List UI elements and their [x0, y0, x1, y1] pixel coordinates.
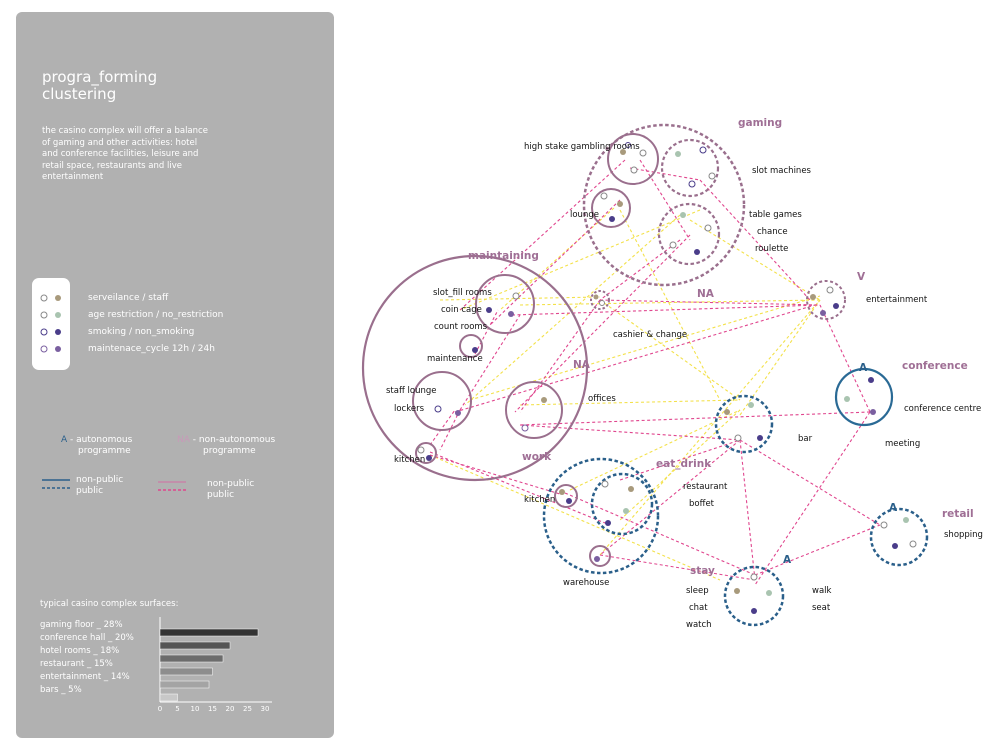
label-restaurant: restaurant [683, 482, 728, 492]
tick-15: 15 [208, 705, 217, 712]
label-a-stay: A [783, 554, 792, 566]
label-bar: bar [798, 434, 813, 444]
node-dot [751, 608, 757, 614]
surface-label-bars: bars _ 5% [40, 685, 82, 695]
node-dot [522, 425, 528, 431]
key-autonomous: A - autonomous programme [61, 435, 133, 456]
surface-label-entertainment: entertainment _ 14% [40, 672, 130, 682]
node-dot [605, 520, 611, 526]
subcluster-restaurant [592, 474, 652, 534]
node-dot [472, 347, 478, 353]
tick-30: 30 [260, 705, 270, 712]
label-na-gaming: NA [697, 288, 714, 300]
surface-label-restaurant: restaurant _ 15% [40, 659, 113, 669]
node-dot [631, 167, 637, 173]
label-table-games: table games [749, 210, 802, 220]
label-staff-lounge: staff lounge [386, 386, 437, 396]
subcluster-table-games [659, 204, 719, 264]
node-dot [418, 447, 424, 453]
yellow-links [430, 208, 820, 580]
node-dot [602, 481, 608, 487]
label-shopping: shopping [944, 530, 983, 540]
tick-0: 0 [157, 705, 163, 712]
label-eat-drink: eat_drink [656, 458, 712, 470]
label-offices: offices [588, 394, 616, 404]
node-dot [628, 486, 634, 492]
label-watch: watch [686, 620, 712, 630]
label-entertainment: entertainment [866, 295, 928, 305]
tick-5: 5 [175, 705, 180, 712]
label-v: V [857, 271, 866, 283]
label-chance: chance [757, 227, 788, 237]
node-dot [541, 397, 547, 403]
node-dot [903, 517, 909, 523]
node-dot [508, 311, 514, 317]
node-dot [670, 242, 676, 248]
label-stay: stay [690, 565, 715, 577]
label-boffet: boffet [689, 499, 715, 509]
label-conference: conference [902, 360, 968, 372]
cluster-retail [871, 509, 927, 565]
label-cashier: cashier & change [613, 330, 688, 340]
label-lounge: lounge [570, 210, 599, 220]
cluster-eat-drink [544, 459, 658, 573]
node-dot [601, 193, 607, 199]
surfaces-title: typical casino complex surfaces: [40, 599, 179, 609]
label-sleep: sleep [686, 586, 709, 596]
node-dot [705, 225, 711, 231]
label-kitchen-maintaining: kitchen [394, 455, 426, 465]
panel-title: progra_forming clustering [42, 68, 158, 103]
node-dot [810, 294, 816, 300]
node-dot [566, 498, 572, 504]
node-dot [640, 150, 646, 156]
cluster-bar [716, 396, 772, 452]
surface-label-hotel: hotel rooms _ 18% [40, 646, 120, 656]
label-chat: chat [689, 603, 708, 613]
label-a-retail: A [889, 502, 898, 514]
label-conference-centre: conference centre [904, 404, 982, 414]
node-dot [827, 287, 833, 293]
key-pink-text: non-public public [207, 479, 255, 500]
node-dot [766, 590, 772, 596]
label-maintaining: maintaining [468, 250, 539, 262]
node-dot [486, 307, 492, 313]
legend-age: age restriction / no_restriction [88, 310, 224, 320]
legend-smoking: smoking / non_smoking [88, 327, 195, 337]
node-dot [594, 556, 600, 562]
subcluster-staff-lounge [413, 372, 471, 430]
node-dot [513, 293, 519, 299]
label-retail: retail [942, 508, 974, 520]
node-dot [892, 543, 898, 549]
tick-10: 10 [190, 705, 200, 712]
tick-25: 25 [243, 705, 252, 712]
subcluster-slot-machines [662, 140, 718, 196]
clusters [363, 125, 927, 625]
label-lockers: lockers [394, 404, 425, 414]
node-dot [735, 435, 741, 441]
node-dot [617, 201, 623, 207]
subcluster-kitchen-eat [555, 485, 577, 507]
label-gaming: gaming [738, 117, 783, 129]
pink-links [430, 160, 880, 585]
node-dot [833, 303, 839, 309]
node-dot [594, 295, 599, 300]
node-dot [435, 406, 441, 412]
node-dot [844, 396, 850, 402]
node-dot [870, 409, 876, 415]
label-roulette: roulette [755, 244, 789, 254]
label-meeting: meeting [885, 439, 921, 449]
label-slot-machines: slot machines [752, 166, 811, 176]
node-dot [600, 301, 605, 306]
key-non-autonomous: NA - non-autonomous programme [177, 435, 276, 456]
label-walk: walk [812, 586, 832, 596]
cluster-work [506, 382, 562, 438]
label-kitchen-eat: kitchen [524, 495, 556, 505]
node-dot [675, 151, 681, 157]
node-dot [426, 455, 432, 461]
label-high-stake: high stake gambling rooms [524, 142, 640, 152]
label-a-conference: A [859, 362, 868, 374]
node-dot [724, 409, 730, 415]
node-dot [694, 249, 700, 255]
node-dot [455, 410, 461, 416]
tick-20: 20 [225, 705, 235, 712]
node-dot [609, 216, 615, 222]
label-seat: seat [812, 603, 831, 613]
node-dot [868, 377, 874, 383]
node-dot [709, 173, 715, 179]
cluster-conference [836, 369, 892, 425]
node-dot [680, 212, 686, 218]
label-na-work: NA [573, 359, 590, 371]
node-dot [689, 181, 695, 187]
key-blue-text: non-public public [76, 475, 124, 496]
node-dot [820, 310, 826, 316]
label-coin-cage: coin cage [441, 305, 482, 315]
label-work: work [522, 451, 552, 463]
surface-label-conference: conference hall _ 20% [40, 633, 134, 643]
label-warehouse: warehouse [563, 578, 610, 588]
label-count-rooms: count rooms [434, 322, 488, 332]
node-dot [559, 489, 565, 495]
label-maintenance: maintenance [427, 354, 483, 364]
surface-label-gaming: gaming floor _ 28% [40, 620, 123, 630]
node-dot [700, 147, 706, 153]
legend-surveillance: serveilance / staff [88, 293, 169, 303]
connection-lines [430, 160, 880, 585]
node-dot [881, 522, 887, 528]
label-slot-fill: slot_fill rooms [433, 288, 492, 298]
node-dot [748, 402, 754, 408]
panel-description: the casino complex will offer a balance of gaming and other activities: hotel and conference facilities, leisure and retail space, restaurants and live entertainment [42, 126, 208, 182]
node-dot [623, 508, 629, 514]
autonomous-labels [783, 362, 898, 566]
node-dot [910, 541, 916, 547]
node-dot [734, 588, 740, 594]
legend-maintenance: maintenace_cycle 12h / 24h [88, 344, 215, 354]
node-dot [751, 574, 757, 580]
node-dot [757, 435, 763, 441]
